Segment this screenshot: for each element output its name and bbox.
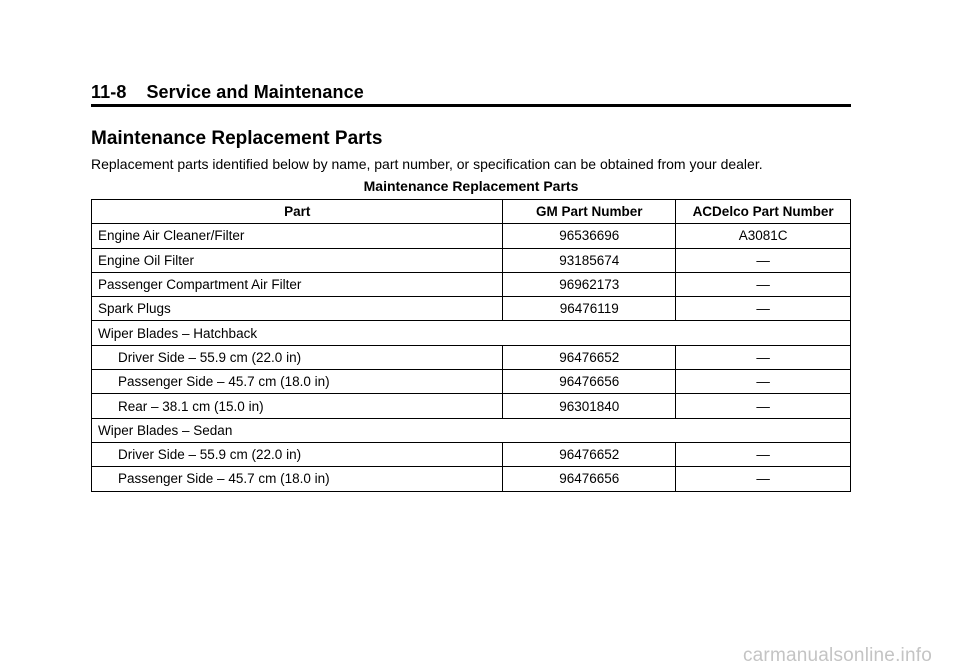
header-rule <box>91 104 851 107</box>
acdelco-part-number-cell: — <box>676 442 851 466</box>
part-name-cell: Rear – 38.1 cm (15.0 in) <box>92 394 503 418</box>
column-header-gm-part-number: GM Part Number <box>503 200 676 224</box>
intro-paragraph: Replacement parts identified below by name, part number, or specification can be obtained from your dealer. <box>91 156 763 172</box>
part-name-cell: Engine Oil Filter <box>92 248 503 272</box>
acdelco-part-number-cell: — <box>676 297 851 321</box>
gm-part-number-cell: 96476652 <box>503 442 676 466</box>
chapter-title: Service and Maintenance <box>146 82 364 102</box>
part-name-cell: Driver Side – 55.9 cm (22.0 in) <box>92 442 503 466</box>
table-header-row <box>92 200 851 224</box>
gm-part-number-cell: 96962173 <box>503 272 676 296</box>
parts-table <box>91 199 851 492</box>
part-name-cell: Passenger Side – 45.7 cm (18.0 in) <box>92 370 503 394</box>
gm-part-number-cell: 96476119 <box>503 297 676 321</box>
table-row <box>92 394 851 418</box>
page-number: 11-8 <box>91 82 127 102</box>
acdelco-part-number-cell: — <box>676 467 851 491</box>
acdelco-part-number-cell: A3081C <box>676 224 851 248</box>
table-row <box>92 272 851 296</box>
gm-part-number-cell: 96536696 <box>503 224 676 248</box>
table-row <box>92 248 851 272</box>
group-heading-cell: Wiper Blades – Sedan <box>92 418 851 442</box>
gm-part-number-cell: 96476652 <box>503 345 676 369</box>
gm-part-number-cell: 96476656 <box>503 370 676 394</box>
acdelco-part-number-cell: — <box>676 345 851 369</box>
part-name-cell: Passenger Compartment Air Filter <box>92 272 503 296</box>
acdelco-part-number-cell: — <box>676 248 851 272</box>
part-name-cell: Passenger Side – 45.7 cm (18.0 in) <box>92 467 503 491</box>
page-header <box>91 82 851 103</box>
gm-part-number-cell: 96301840 <box>503 394 676 418</box>
table-row <box>92 442 851 466</box>
column-header-acdelco-part-number: ACDelco Part Number <box>676 200 851 224</box>
acdelco-part-number-cell: — <box>676 272 851 296</box>
part-name-cell: Spark Plugs <box>92 297 503 321</box>
table-row <box>92 467 851 491</box>
table-title: Maintenance Replacement Parts <box>363 178 579 194</box>
table-group-row <box>92 418 851 442</box>
table-row <box>92 297 851 321</box>
group-heading-cell: Wiper Blades – Hatchback <box>92 321 851 345</box>
acdelco-part-number-cell: — <box>676 394 851 418</box>
part-name-cell: Engine Air Cleaner/Filter <box>92 224 503 248</box>
section-title: Maintenance Replacement Parts <box>91 128 383 149</box>
column-header-part: Part <box>92 200 503 224</box>
part-name-cell: Driver Side – 55.9 cm (22.0 in) <box>92 345 503 369</box>
table-row <box>92 345 851 369</box>
gm-part-number-cell: 96476656 <box>503 467 676 491</box>
watermark: carmanualsonline.info <box>742 645 932 666</box>
table-group-row <box>92 321 851 345</box>
table-row <box>92 224 851 248</box>
table-row <box>92 370 851 394</box>
gm-part-number-cell: 93185674 <box>503 248 676 272</box>
acdelco-part-number-cell: — <box>676 370 851 394</box>
